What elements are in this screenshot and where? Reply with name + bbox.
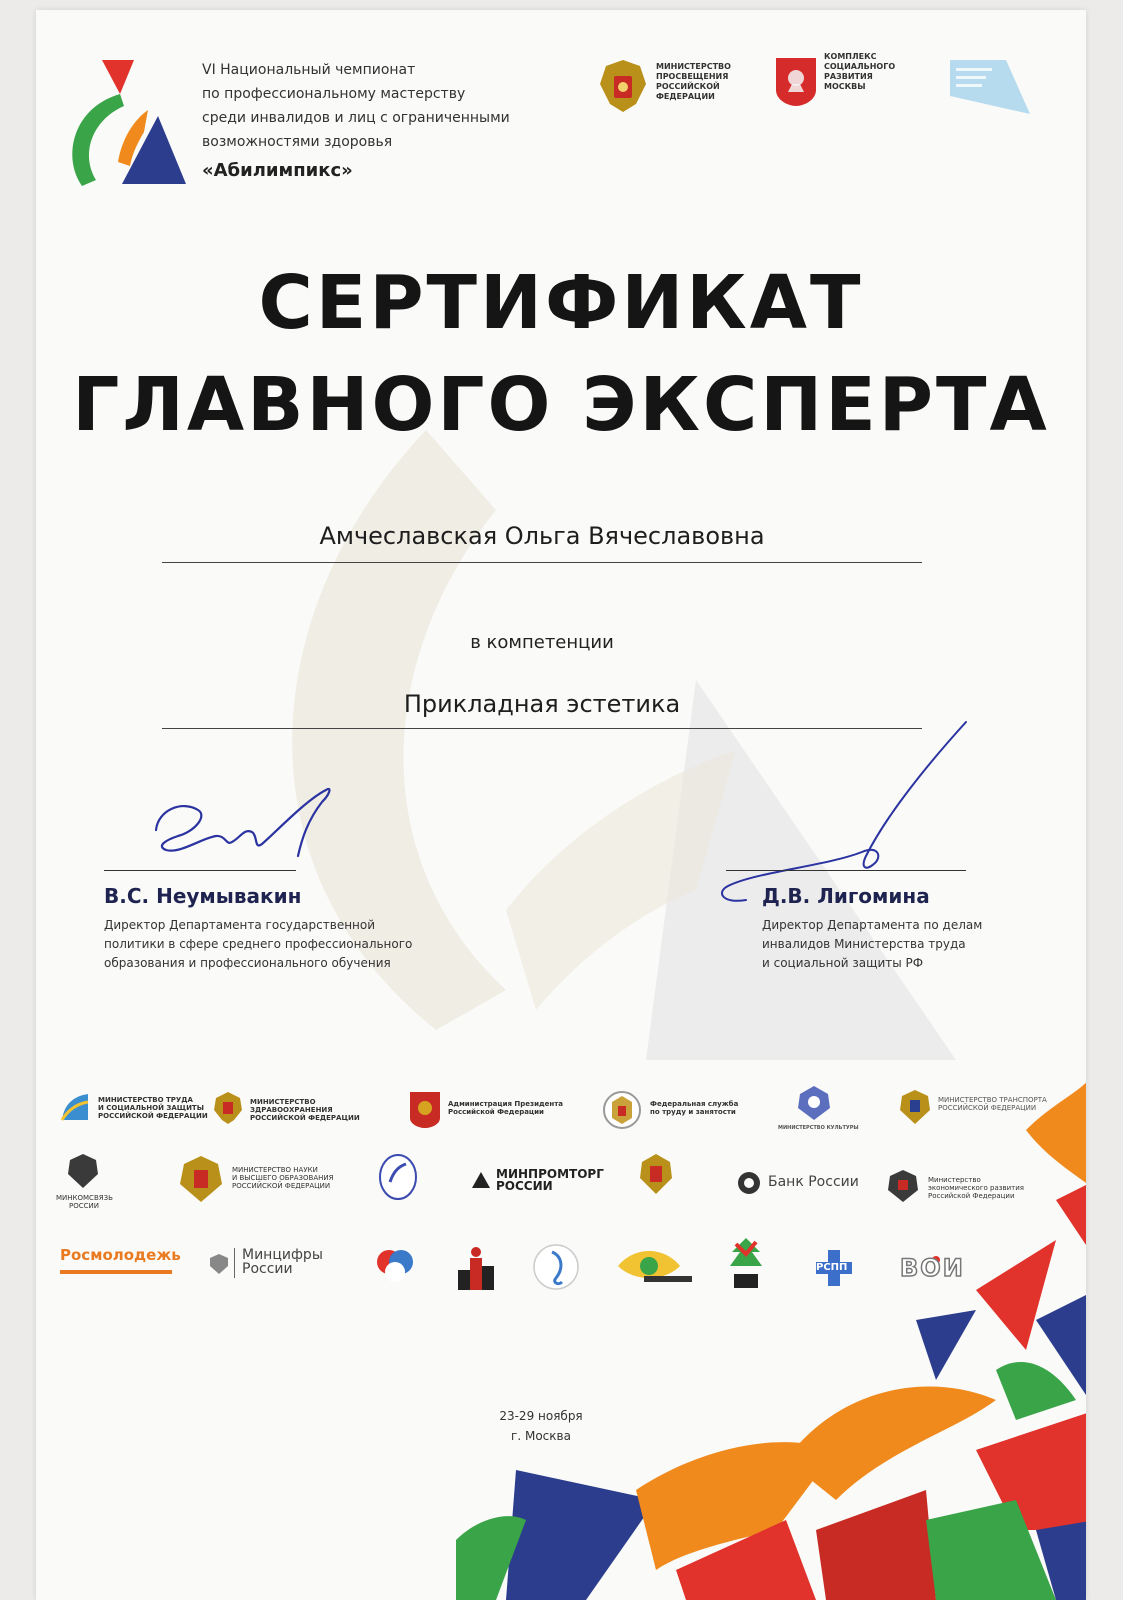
ministry-education-line-4: ФЕДЕРАЦИИ	[656, 92, 715, 101]
partner-r2-2-line-2: И ВЫСШЕГО ОБРАЗОВАНИЯ	[232, 1174, 334, 1182]
partner-r2-5-line-2: экономического развития	[928, 1184, 1024, 1192]
mincifry-divider	[234, 1248, 235, 1278]
decorative-shapes	[456, 1070, 1086, 1600]
moscow-complex-line-1: КОМПЛЕКС	[824, 52, 877, 61]
partner-r2-5-line-3: Российской Федерации	[928, 1192, 1015, 1200]
partner-r2-2-line-1: МИНИСТЕРСТВО НАУКИ	[232, 1166, 318, 1174]
moscow-complex-line-3: РАЗВИТИЯ	[824, 72, 873, 81]
partner-r1-3-line-2: Российской Федерации	[448, 1108, 544, 1116]
ministry-education-line-2: ПРОСВЕЩЕНИЯ	[656, 72, 729, 81]
ministry-labor-logo-icon	[58, 1090, 92, 1124]
signer-left-role-1: Директор Департамента государственной	[104, 918, 376, 932]
partner-minpromtorg-line-2: РОССИИ	[496, 1179, 553, 1193]
partner-r1-6-line-2: РОССИЙСКОЙ ФЕДЕРАЦИИ	[938, 1104, 1037, 1112]
signer-right-name: Д.В. Лигомина	[762, 884, 930, 908]
coat-of-arms-icon	[178, 1154, 224, 1204]
recipient-underline	[162, 562, 922, 563]
signature-line-right	[726, 870, 966, 871]
partner-r1-3-line-1: Администрация Президента	[448, 1100, 564, 1108]
abilympics-logo	[62, 58, 192, 188]
signer-right-role-1: Директор Департамента по делам	[762, 918, 983, 932]
coat-of-arms-icon	[208, 1252, 230, 1276]
signer-right-role-3: и социальной защиты РФ	[762, 956, 924, 970]
partner-bank-russia: Банк России	[768, 1174, 859, 1190]
signer-left-role-3: образования и профессионального обучения	[104, 956, 391, 970]
signer-right-role-2: инвалидов Министерства труда	[762, 937, 966, 951]
signer-left-role-2: политики в сфере среднего профессионального	[104, 937, 413, 951]
recipient-name: Амчеславская Ольга Вячеславовна	[319, 522, 765, 550]
partner-r2-1-line-1: МИНКОМСВЯЗЬ	[56, 1194, 113, 1202]
moscow-complex-line-2: СОЦИАЛЬНОГО	[824, 62, 896, 71]
signature-left	[136, 780, 356, 880]
rosmolodezh-underline	[60, 1270, 172, 1274]
partner-voi: ВОИ	[900, 1254, 965, 1282]
event-name: «Абилимпикс»	[202, 160, 353, 181]
signature-line-left	[104, 870, 296, 871]
presidential-administration-icon	[408, 1090, 442, 1130]
header-line-1: VI Национальный чемпионат	[202, 62, 416, 78]
header-line-3: среди инвалидов и лиц с ограниченными	[202, 110, 510, 126]
partner-r1-2-line-1: МИНИСТЕРСТВО	[250, 1098, 316, 1106]
partner-r1-2-line-3: РОССИЙСКОЙ ФЕДЕРАЦИИ	[250, 1114, 360, 1122]
partner-r1-4-line-2: по труду и занятости	[650, 1108, 736, 1116]
moscow-emblem-icon	[774, 56, 818, 108]
volunteer-heart-logo	[372, 1242, 418, 1292]
signer-left-name: В.С. Неумывакин	[104, 884, 302, 908]
partner-r2-2-line-3: РОССИЙСКОЙ ФЕДЕРАЦИИ	[232, 1182, 331, 1190]
header-line-2: по профессиональному мастерству	[202, 86, 466, 102]
ministry-education-line-1: МИНИСТЕРСТВО	[656, 62, 731, 71]
coat-of-arms-icon	[596, 56, 650, 116]
certificate-title-line-2: ГЛАВНОГО ЭКСПЕРТА	[72, 362, 1050, 448]
partner-r1-4-line-1: Федеральная служба	[650, 1100, 739, 1108]
partner-r1-5-line-1: МИНИСТЕРСТВО КУЛЬТУРЫ	[778, 1125, 859, 1131]
ministry-education-line-3: РОССИЙСКОЙ	[656, 82, 720, 91]
partner-r1-2-line-2: ЗДРАВООХРАНЕНИЯ	[250, 1106, 333, 1114]
competence-name: Прикладная эстетика	[403, 690, 681, 718]
coat-of-arms-icon	[212, 1090, 244, 1126]
partner-r1-6-line-1: МИНИСТЕРСТВО ТРАНСПОРТА	[938, 1096, 1047, 1104]
partner-r1-1-line-3: РОССИЙСКОЙ ФЕДЕРАЦИИ	[98, 1112, 208, 1120]
sport-society-logo	[376, 1152, 420, 1202]
partner-r2-5-line-1: Министерство	[928, 1176, 981, 1184]
certificate-title-line-1: СЕРТИФИКАТ	[258, 260, 864, 346]
partner-mincifry-line-1: Минцифры	[242, 1247, 323, 1263]
partner-rosmolodezh: Росмолодежь	[60, 1246, 181, 1264]
event-dates: 23-29 ноября	[499, 1409, 583, 1423]
certificate-sheet	[36, 10, 1086, 1600]
partner-rspp: РСПП	[816, 1262, 848, 1273]
partner-r1-1-line-1: МИНИСТЕРСТВО ТРУДА	[98, 1096, 193, 1104]
event-city: г. Москва	[511, 1429, 571, 1443]
partner-r1-1-line-2: И СОЦИАЛЬНОЙ ЗАЩИТЫ	[98, 1104, 204, 1112]
coat-of-arms-icon	[66, 1152, 100, 1192]
partner-minpromtorg-line-1: МИНПРОМТОРГ	[496, 1167, 604, 1181]
partner-r2-1-line-2: РОССИИ	[69, 1202, 99, 1210]
moscow-complex-line-4: МОСКВЫ	[824, 82, 866, 91]
education-project-logo	[946, 56, 1032, 118]
competence-prefix: в компетенции	[470, 632, 614, 653]
partner-mincifry-line-2: России	[242, 1261, 293, 1277]
header-line-4: возможностями здоровья	[202, 134, 393, 150]
